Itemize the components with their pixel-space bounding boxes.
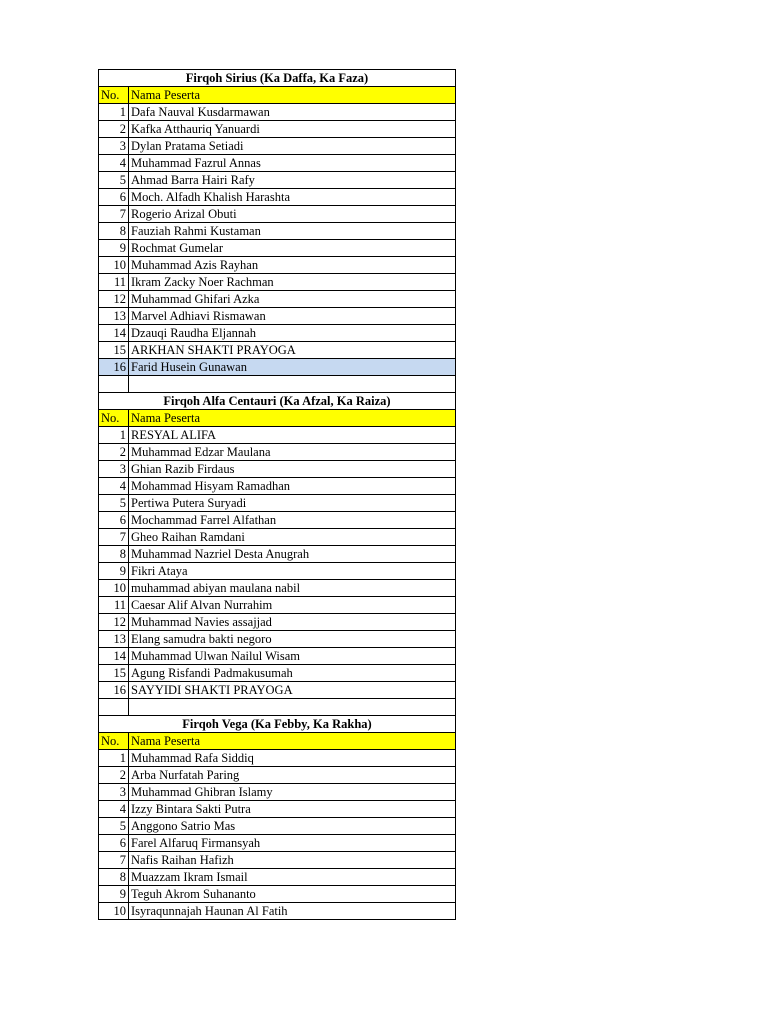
- participant-name: Teguh Akrom Suhananto: [129, 886, 456, 903]
- table-row: [99, 869, 456, 886]
- row-number: 3: [99, 461, 129, 478]
- participant-name: Elang samudra bakti negoro: [129, 631, 456, 648]
- row-number: 8: [99, 223, 129, 240]
- table-row: [99, 138, 456, 155]
- table-row: [99, 597, 456, 614]
- row-number: 1: [99, 427, 129, 444]
- table-row: [99, 682, 456, 699]
- group-title: Firqoh Alfa Centauri (Ka Afzal, Ka Raiza): [99, 393, 456, 410]
- participant-name: Dylan Pratama Setiadi: [129, 138, 456, 155]
- column-header-row: [99, 733, 456, 750]
- table-row: [99, 342, 456, 359]
- row-number: 16: [99, 682, 129, 699]
- table-row: [99, 495, 456, 512]
- row-number: 7: [99, 852, 129, 869]
- table-row: [99, 563, 456, 580]
- column-header-row: [99, 410, 456, 427]
- row-number: 8: [99, 546, 129, 563]
- participant-name: Fikri Ataya: [129, 563, 456, 580]
- participant-name: Caesar Alif Alvan Nurrahim: [129, 597, 456, 614]
- participant-name: Farid Husein Gunawan: [129, 359, 456, 376]
- table-row: [99, 172, 456, 189]
- column-header-no: No.: [99, 410, 129, 427]
- row-number: 10: [99, 257, 129, 274]
- row-number: 16: [99, 359, 129, 376]
- column-header-name: Nama Peserta: [129, 410, 456, 427]
- row-number: 1: [99, 104, 129, 121]
- table-row: [99, 189, 456, 206]
- participant-name: Muhammad Ghifari Azka: [129, 291, 456, 308]
- participant-name: Kafka Atthauriq Yanuardi: [129, 121, 456, 138]
- row-number: 6: [99, 512, 129, 529]
- participant-name: Dzauqi Raudha Eljannah: [129, 325, 456, 342]
- row-number: 5: [99, 172, 129, 189]
- participant-name: Muhammad Azis Rayhan: [129, 257, 456, 274]
- table-row: [99, 767, 456, 784]
- column-header-name: Nama Peserta: [129, 733, 456, 750]
- participant-name: Ghian Razib Firdaus: [129, 461, 456, 478]
- row-number: 6: [99, 835, 129, 852]
- table-row: [99, 104, 456, 121]
- participant-name: Pertiwa Putera Suryadi: [129, 495, 456, 512]
- row-number: 3: [99, 784, 129, 801]
- row-number: 3: [99, 138, 129, 155]
- table-row: [99, 886, 456, 903]
- table-row: [99, 461, 456, 478]
- row-number: 12: [99, 614, 129, 631]
- table-row: [99, 325, 456, 342]
- row-number: 5: [99, 495, 129, 512]
- participant-name: Ahmad Barra Hairi Rafy: [129, 172, 456, 189]
- participant-table-body: [99, 70, 456, 920]
- row-number: 11: [99, 274, 129, 291]
- table-row: [99, 444, 456, 461]
- participant-name: Mohammad Hisyam Ramadhan: [129, 478, 456, 495]
- participant-name: ARKHAN SHAKTI PRAYOGA: [129, 342, 456, 359]
- group-title-row: [99, 393, 456, 410]
- row-number: 12: [99, 291, 129, 308]
- participant-table: [98, 69, 456, 920]
- group-title: Firqoh Sirius (Ka Daffa, Ka Faza): [99, 70, 456, 87]
- row-number: 13: [99, 631, 129, 648]
- table-row: [99, 903, 456, 920]
- participant-name: Muhammad Fazrul Annas: [129, 155, 456, 172]
- table-row: [99, 750, 456, 767]
- table-row: [99, 308, 456, 325]
- row-number: 2: [99, 444, 129, 461]
- table-row: [99, 784, 456, 801]
- table-row: [99, 648, 456, 665]
- row-number: 7: [99, 529, 129, 546]
- table-row: [99, 359, 456, 376]
- table-row: [99, 801, 456, 818]
- row-number: 10: [99, 903, 129, 920]
- participant-name: Arba Nurfatah Paring: [129, 767, 456, 784]
- row-number: 8: [99, 869, 129, 886]
- participant-name: Farel Alfaruq Firmansyah: [129, 835, 456, 852]
- participant-name: Moch. Alfadh Khalish Harashta: [129, 189, 456, 206]
- row-number: 14: [99, 325, 129, 342]
- table-row: [99, 427, 456, 444]
- table-row: [99, 818, 456, 835]
- participant-name: Rochmat Gumelar: [129, 240, 456, 257]
- row-number: 9: [99, 563, 129, 580]
- participant-name: RESYAL ALIFA: [129, 427, 456, 444]
- table-row: [99, 155, 456, 172]
- participant-name: Anggono Satrio Mas: [129, 818, 456, 835]
- table-row: [99, 206, 456, 223]
- blank-cell: [129, 699, 456, 716]
- row-number: 4: [99, 801, 129, 818]
- participant-name: Rogerio Arizal Obuti: [129, 206, 456, 223]
- participant-name: Muhammad Rafa Siddiq: [129, 750, 456, 767]
- participant-name: Muhammad Nazriel Desta Anugrah: [129, 546, 456, 563]
- row-number: 2: [99, 767, 129, 784]
- table-row: [99, 835, 456, 852]
- blank-cell: [99, 699, 129, 716]
- participant-name: Muazzam Ikram Ismail: [129, 869, 456, 886]
- participant-name: Mochammad Farrel Alfathan: [129, 512, 456, 529]
- row-number: 11: [99, 597, 129, 614]
- row-number: 9: [99, 240, 129, 257]
- table-row: [99, 665, 456, 682]
- row-number: 15: [99, 665, 129, 682]
- column-header-no: No.: [99, 87, 129, 104]
- participant-name: Fauziah Rahmi Kustaman: [129, 223, 456, 240]
- row-number: 7: [99, 206, 129, 223]
- table-row: [99, 529, 456, 546]
- row-number: 1: [99, 750, 129, 767]
- participant-name: Isyraqunnajah Haunan Al Fatih: [129, 903, 456, 920]
- participant-name: Nafis Raihan Hafizh: [129, 852, 456, 869]
- participant-name: Muhammad Edzar Maulana: [129, 444, 456, 461]
- table-row: [99, 121, 456, 138]
- row-number: 14: [99, 648, 129, 665]
- row-number: 10: [99, 580, 129, 597]
- column-header-row: [99, 87, 456, 104]
- blank-separator-row: [99, 376, 456, 393]
- table-row: [99, 257, 456, 274]
- table-row: [99, 546, 456, 563]
- participant-name: Muhammad Ulwan Nailul Wisam: [129, 648, 456, 665]
- table-row: [99, 580, 456, 597]
- row-number: 13: [99, 308, 129, 325]
- participant-name: Izzy Bintara Sakti Putra: [129, 801, 456, 818]
- participant-name: Ikram Zacky Noer Rachman: [129, 274, 456, 291]
- table-row: [99, 614, 456, 631]
- blank-cell: [129, 376, 456, 393]
- row-number: 4: [99, 478, 129, 495]
- table-row: [99, 240, 456, 257]
- group-title-row: [99, 716, 456, 733]
- participant-name: Agung Risfandi Padmakusumah: [129, 665, 456, 682]
- table-row: [99, 223, 456, 240]
- group-title-row: [99, 70, 456, 87]
- row-number: 4: [99, 155, 129, 172]
- participant-name: Dafa Nauval Kusdarmawan: [129, 104, 456, 121]
- row-number: 2: [99, 121, 129, 138]
- participant-name: Muhammad Navies assajjad: [129, 614, 456, 631]
- row-number: 5: [99, 818, 129, 835]
- row-number: 15: [99, 342, 129, 359]
- column-header-name: Nama Peserta: [129, 87, 456, 104]
- group-title: Firqoh Vega (Ka Febby, Ka Rakha): [99, 716, 456, 733]
- table-row: [99, 478, 456, 495]
- blank-separator-row: [99, 699, 456, 716]
- table-row: [99, 512, 456, 529]
- table-row: [99, 274, 456, 291]
- participant-name: Marvel Adhiavi Rismawan: [129, 308, 456, 325]
- row-number: 6: [99, 189, 129, 206]
- table-row: [99, 291, 456, 308]
- row-number: 9: [99, 886, 129, 903]
- participant-name: Muhammad Ghibran Islamy: [129, 784, 456, 801]
- column-header-no: No.: [99, 733, 129, 750]
- participant-name: SAYYIDI SHAKTI PRAYOGA: [129, 682, 456, 699]
- table-row: [99, 631, 456, 648]
- participant-name: Gheo Raihan Ramdani: [129, 529, 456, 546]
- table-row: [99, 852, 456, 869]
- blank-cell: [99, 376, 129, 393]
- participant-name: muhammad abiyan maulana nabil: [129, 580, 456, 597]
